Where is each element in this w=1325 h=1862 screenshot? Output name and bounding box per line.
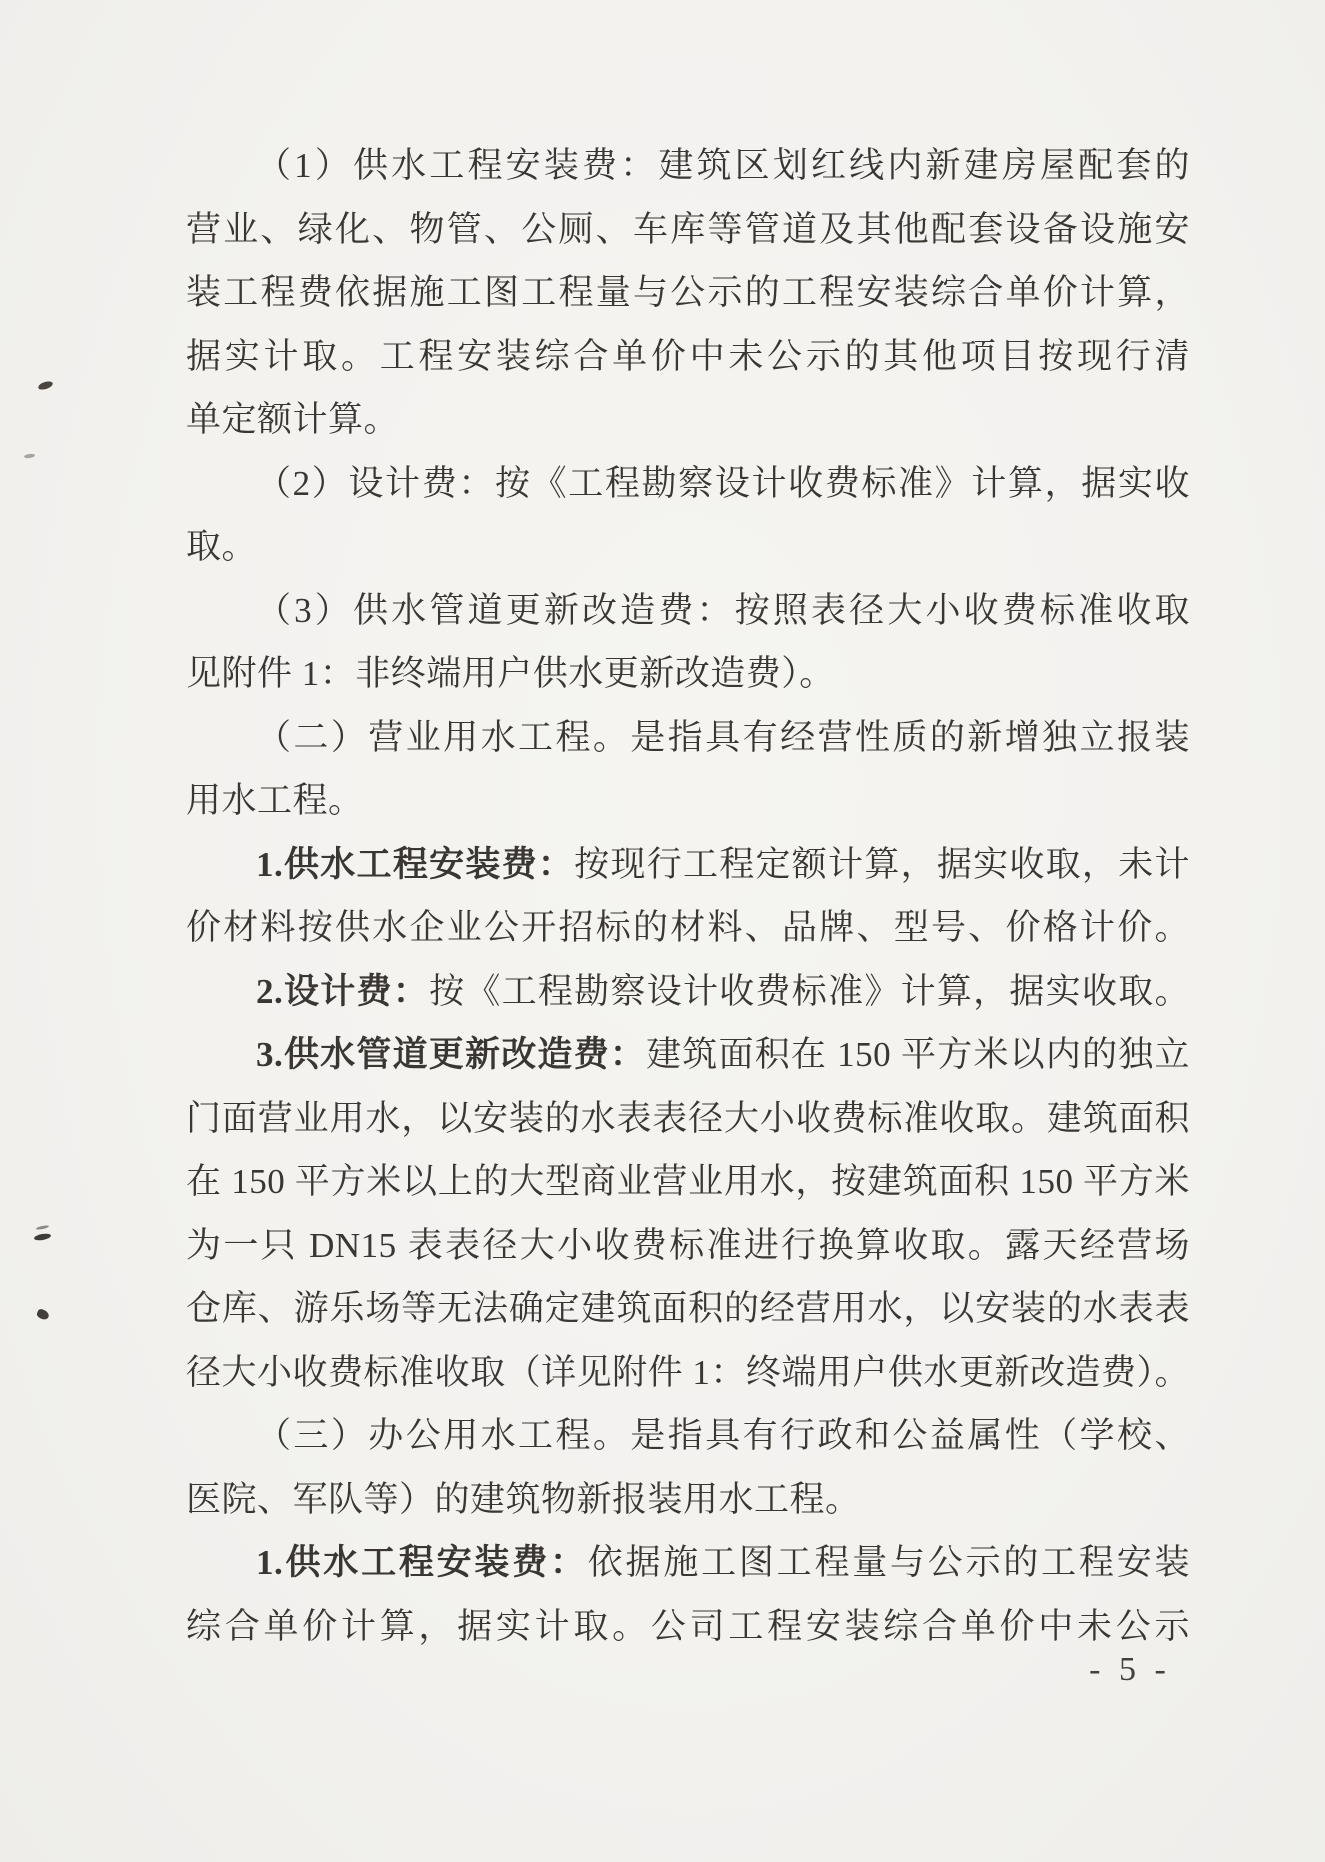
scan-speck <box>24 453 35 458</box>
text-line: 仓库、游乐场等无法确定建筑面积的经营用水，以安装的水表表 <box>186 1289 1190 1328</box>
text-line: （1）供水工程安装费：建筑区划红线内新建房屋配套的 <box>256 146 1190 185</box>
document-body <box>186 134 1190 1658</box>
text-line: 见附件 1：非终端用户供水更新改造费）。 <box>186 654 835 693</box>
text-line: 径大小收费标准收取（详见附件 1：终端用户供水更新改造费）。 <box>186 1352 1190 1392</box>
text-line: 综合单价计算，据实计取。公司工程安装综合单价中未公示 <box>186 1606 1190 1646</box>
run-in-heading: 1.供水工程安装费： <box>256 1543 588 1582</box>
text-line: （二）营业用水工程。是指具有经营性质的新增独立报装 <box>256 717 1190 757</box>
text-line: 1.供水工程安装费：按现行工程定额计算，据实收取，未计 <box>256 844 1190 884</box>
text-line: 为一只 DN15 表表径大小收费标准进行换算收取。露天经营场 <box>186 1225 1190 1265</box>
text-line: （3）供水管道更新改造费：按照表径大小收费标准收取 <box>256 590 1190 630</box>
text-line: （三）办公用水工程。是指具有行政和公益属性（学校、 <box>256 1416 1190 1455</box>
text-line: 1.供水工程安装费：依据施工图工程量与公示的工程安装 <box>256 1543 1190 1582</box>
text-line: 营业、绿化、物管、公厕、车库等管道及其他配套设备设施安 <box>186 209 1190 249</box>
run-in-heading: 1.供水工程安装费： <box>256 844 575 884</box>
text-line: 医院、军队等）的建筑物新报装用水工程。 <box>186 1479 861 1519</box>
scan-speck <box>37 380 53 391</box>
scan-speck <box>34 1233 52 1242</box>
text-line: 据实计取。工程安装综合单价中未公示的其他项目按现行清 <box>186 336 1190 376</box>
text-line: 门面营业用水，以安装的水表表径大小收费标准收取。建筑面积 <box>186 1098 1190 1138</box>
scan-speck <box>36 1225 49 1231</box>
text-line: 装工程费依据施工图工程量与公示的工程安装综合单价计算， <box>186 273 1190 312</box>
scan-speck <box>36 1308 51 1321</box>
text-line: 在 150 平方米以上的大型商业营业用水，按建筑面积 150 平方米 <box>186 1162 1190 1201</box>
text-line: 价材料按供水企业公开招标的材料、品牌、型号、价格计价。 <box>186 908 1190 947</box>
run-in-heading: 3.供水管道更新改造费： <box>256 1035 647 1074</box>
text-line: 取。 <box>186 527 258 566</box>
text-line: （2）设计费：按《工程勘察设计收费标准》计算，据实收 <box>256 463 1190 503</box>
text-line: 2.设计费：按《工程勘察设计收费标准》计算，据实收取。 <box>256 971 1190 1011</box>
text-line: 单定额计算。 <box>186 400 400 439</box>
page-number: - 5 - <box>1089 1651 1171 1688</box>
run-in-heading: 2.设计费： <box>256 971 430 1011</box>
text-line: 用水工程。 <box>186 781 364 820</box>
text-line: 3.供水管道更新改造费：建筑面积在 150 平方米以内的独立 <box>256 1035 1190 1074</box>
document-lines <box>186 134 1190 1658</box>
